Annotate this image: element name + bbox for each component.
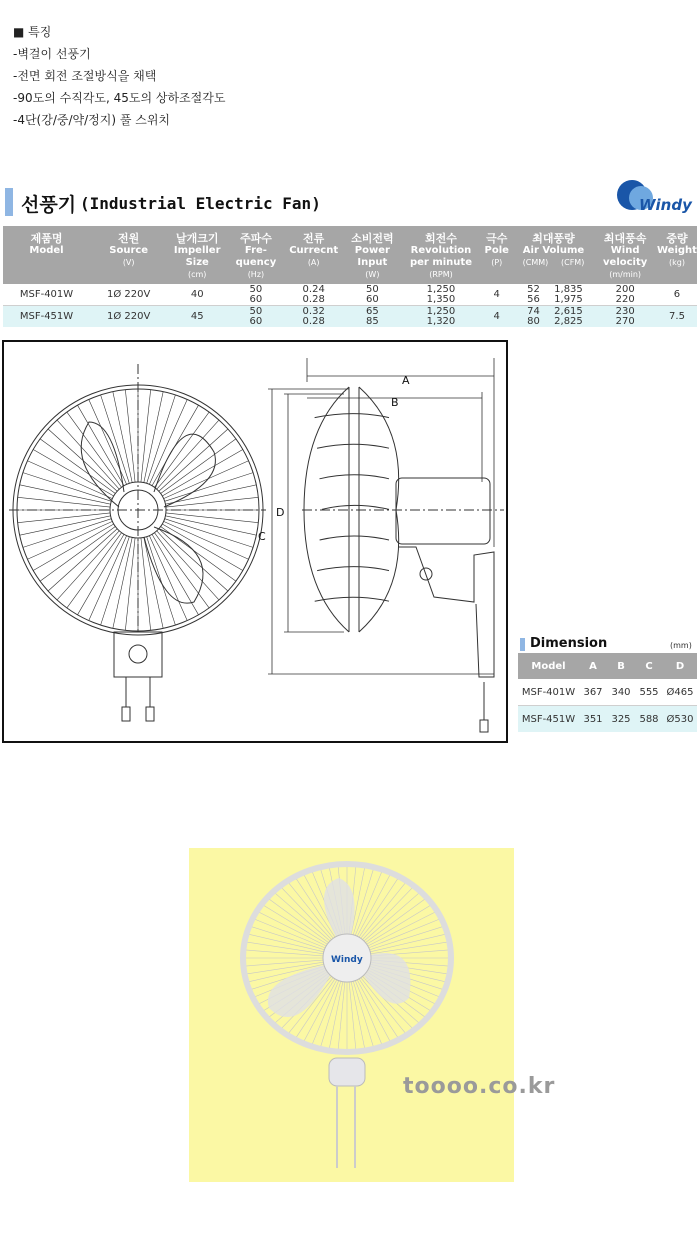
dim-header: D [663, 653, 697, 679]
grille-spoke [165, 516, 256, 535]
grille-spoke [159, 529, 228, 591]
grille-spoke [164, 521, 249, 559]
dim-cell: 367 [579, 679, 607, 706]
dimension-title-text: Dimension [530, 636, 608, 651]
cell-rpm: 1,250 1,320 [402, 306, 480, 328]
side-motor [396, 478, 490, 544]
features-heading: ■ 특징 [13, 25, 52, 39]
grille-spoke [149, 536, 187, 621]
grille-spoke [18, 497, 110, 507]
front-switch-knob [129, 645, 147, 663]
cell-rpm: 1,250 1,350 [402, 284, 480, 306]
pull-cord-end [146, 707, 154, 721]
cell-air-volume: 74 2,615 80 2,825 [514, 306, 594, 328]
dimension-unit: (mm) [670, 641, 692, 650]
logo-text: Windy [639, 196, 692, 214]
grille-spoke [18, 513, 110, 523]
grille-spoke [67, 533, 122, 608]
photo-spoke [247, 942, 324, 954]
grille-spoke [48, 529, 117, 591]
photo-spoke [338, 982, 345, 1050]
dim-label-d: D [276, 506, 285, 519]
dim-cell: 340 [607, 679, 635, 706]
dim-label-c: C [258, 530, 266, 543]
spec-table [3, 226, 697, 327]
grille-spoke [40, 439, 115, 494]
dimension-accent [520, 638, 525, 651]
header-wind-velocity: 최대풍속 Wind velocity (m/min) [593, 226, 657, 284]
header-power: 소비전력 Power Input (W) [343, 226, 403, 284]
cell-current: 0.32 0.28 [285, 306, 343, 328]
dim-header: Model [518, 653, 579, 679]
grille-spoke [57, 420, 119, 489]
header-rpm: 회전수 Revolution per minute (RPM) [402, 226, 480, 284]
product-title-en: (Industrial Electric Fan) [80, 194, 321, 213]
dim-cell: Ø530 [663, 706, 697, 733]
fan-drawing-svg [4, 342, 506, 741]
grille-spoke [27, 461, 112, 499]
grille-spoke [27, 521, 112, 559]
photo-spoke [251, 927, 324, 950]
photo-spoke [371, 942, 448, 954]
grille-spoke [157, 420, 219, 489]
grille-spoke [141, 390, 151, 482]
grille-spoke [159, 429, 228, 491]
photo-blade [268, 963, 334, 1017]
grille-spoke [40, 526, 115, 581]
photo-spoke [255, 919, 326, 948]
photo-switch-box [329, 1058, 365, 1086]
dimension-lines [268, 358, 494, 674]
photo-spoke [369, 919, 440, 948]
cell-source: 1Ø 220V [90, 284, 167, 306]
grille-spoke [57, 531, 119, 600]
dim-cell: 588 [635, 706, 663, 733]
grille-spoke [165, 485, 256, 504]
grille-spoke [67, 412, 122, 487]
side-rib [320, 475, 389, 479]
grille-spoke [125, 538, 135, 630]
side-guard-ribs [315, 414, 389, 602]
title-accent [5, 188, 13, 216]
cell-power: 65 85 [343, 306, 403, 328]
header-size: 날개크기 Impeller Size (cm) [167, 226, 227, 284]
grille-spoke [141, 538, 151, 630]
dim-cell: 555 [635, 679, 663, 706]
photo-spoke [349, 982, 356, 1050]
dim-cell: 325 [607, 706, 635, 733]
grille-spoke [20, 485, 111, 504]
front-blade [144, 527, 203, 603]
table-row [3, 306, 697, 328]
photo-spoke [245, 950, 323, 956]
side-bracket [399, 547, 494, 677]
grille-spoke [125, 390, 135, 482]
cell-size: 45 [167, 306, 227, 328]
header-air-volume: 최대풍량 Air Volume (CMM) (CFM) [514, 226, 594, 284]
side-rib [317, 567, 389, 571]
windy-logo [613, 176, 693, 220]
dim-cell: Ø465 [663, 679, 697, 706]
grille-spoke [154, 412, 209, 487]
dimension-table [518, 653, 697, 732]
cell-frequency: 50 60 [227, 284, 285, 306]
front-view-stand [9, 364, 266, 721]
table-row [518, 706, 697, 733]
photo-spoke [355, 872, 382, 936]
cell-weight: 6 [657, 284, 697, 306]
spec-header-row [3, 226, 697, 284]
cell-size: 40 [167, 284, 227, 306]
dim-cell: MSF-451W [518, 706, 579, 733]
dim-header: A [579, 653, 607, 679]
side-rib [320, 536, 389, 540]
front-switch-box [114, 632, 162, 677]
pull-cord-end [122, 707, 130, 721]
watermark: toooo.co.kr [403, 1074, 556, 1099]
side-rib [315, 414, 389, 418]
fan-photo-svg [189, 848, 514, 1182]
cell-pole: 4 [480, 306, 514, 328]
cell-frequency: 50 60 [227, 306, 285, 328]
header-frequency: 주파수 Fre- quency (Hz) [227, 226, 285, 284]
grille-spoke [161, 439, 236, 494]
photo-spoke [351, 982, 365, 1049]
photo-spoke [370, 927, 443, 950]
table-row [518, 679, 697, 706]
table-row [3, 284, 697, 306]
photo-spoke [329, 982, 343, 1049]
grille-spoke [166, 497, 258, 507]
side-view-fan [302, 387, 504, 732]
feature-item: -4단(강/중/약/정지) 풀 스위치 [13, 113, 171, 127]
header-source: 전원 Source (V) [90, 226, 167, 284]
dim-label-b: B [391, 396, 399, 409]
grille-spoke [20, 516, 111, 535]
cell-source: 1Ø 220V [90, 306, 167, 328]
cell-velocity: 230 270 [593, 306, 657, 328]
grille-spoke [144, 537, 163, 628]
cell-air-volume: 52 1,835 56 1,975 [514, 284, 594, 306]
features-list [13, 21, 225, 131]
grille-spoke [166, 513, 258, 523]
photo-spoke [245, 960, 323, 966]
grille-spoke [89, 536, 127, 621]
dimension-header-row [518, 653, 697, 679]
header-current: 전류 Currecnt (A) [285, 226, 343, 284]
dim-label-a: A [402, 374, 410, 387]
pull-cord-end [480, 720, 488, 732]
cell-power: 50 60 [343, 284, 403, 306]
grille-spoke [144, 392, 163, 483]
technical-drawing [2, 340, 508, 743]
cell-model: MSF-401W [3, 284, 90, 306]
dim-header: B [607, 653, 635, 679]
side-rib [315, 597, 389, 601]
dim-cell: 351 [579, 706, 607, 733]
feature-item: -90도의 수직각도, 45도의 상하조절각도 [13, 91, 226, 105]
cell-current: 0.24 0.28 [285, 284, 343, 306]
feature-item: -전면 회전 조절방식을 채택 [13, 69, 157, 83]
grille-spoke [113, 537, 132, 628]
dim-cell: MSF-401W [518, 679, 579, 706]
header-model: 제품명 Model [3, 226, 90, 284]
grille-spoke [149, 399, 187, 484]
photo-hub-text: Windy [331, 955, 363, 965]
header-weight: 중량 Weight (kg) [657, 226, 697, 284]
product-title-bar [3, 186, 697, 220]
photo-blade [324, 878, 355, 943]
cell-model: MSF-451W [3, 306, 90, 328]
product-title-ko: 선풍기 [21, 194, 77, 216]
side-rib [322, 505, 389, 509]
grille-spoke [164, 461, 249, 499]
grille-spoke [154, 533, 209, 608]
grille-spoke [113, 392, 132, 483]
cell-weight: 7.5 [657, 306, 697, 328]
cell-velocity: 200 220 [593, 284, 657, 306]
dim-header: C [635, 653, 663, 679]
cell-pole: 4 [480, 284, 514, 306]
feature-item: -벽걸이 선풍기 [13, 47, 91, 61]
header-pole: 극수 Pole (P) [480, 226, 514, 284]
product-photo [189, 848, 514, 1182]
side-rib [317, 444, 389, 448]
